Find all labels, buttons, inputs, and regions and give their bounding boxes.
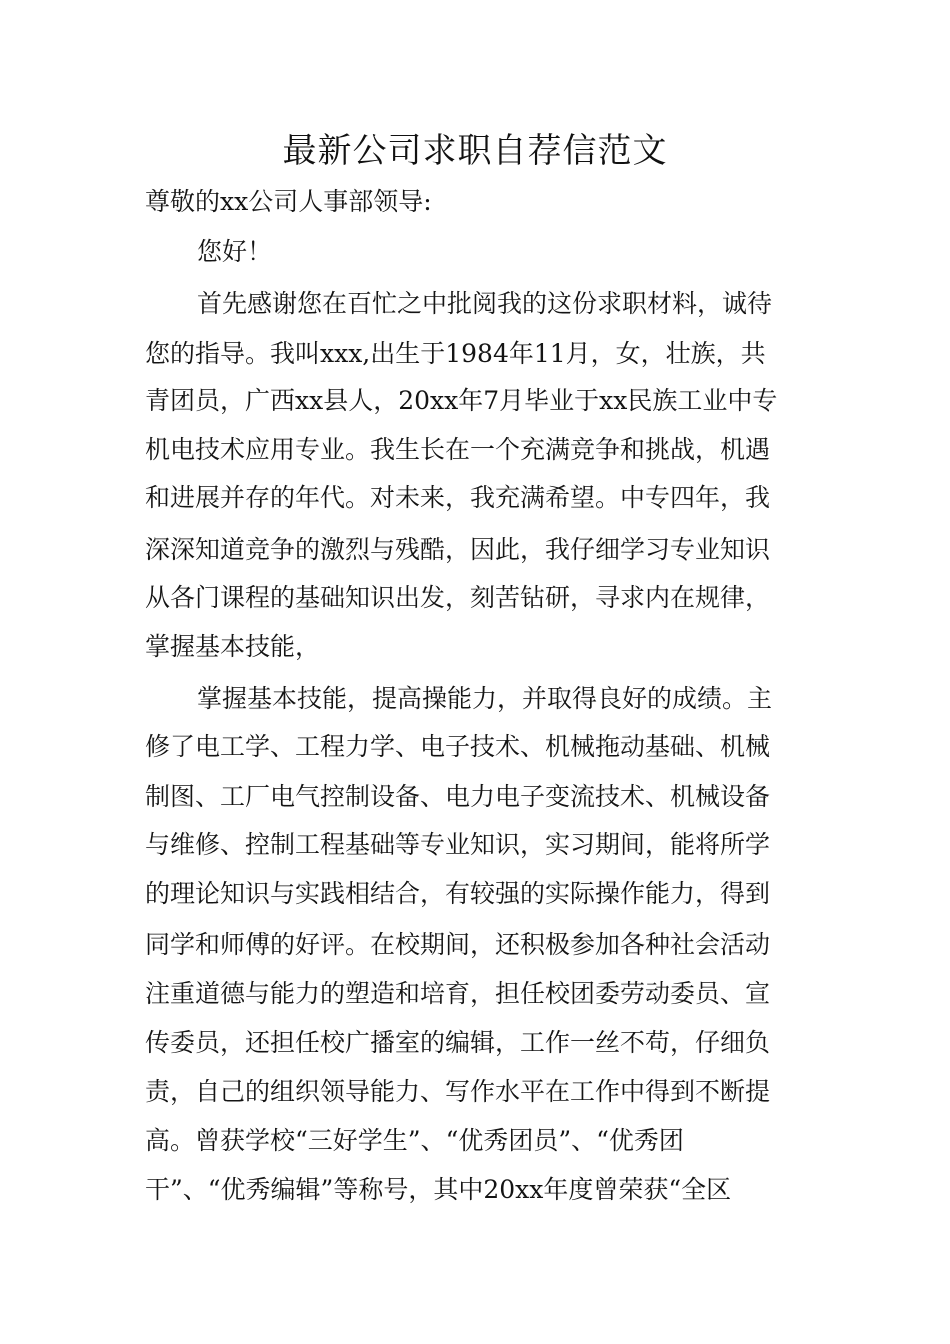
paragraph-line: 和进展并存的年代。对未来，我充满希望。中专四年，我 <box>145 483 771 512</box>
paragraph-line: 的理论知识与实践相结合，有较强的实际操作能力，得到 <box>145 879 771 908</box>
document-title: 最新公司求职自荐信范文 <box>282 131 668 171</box>
paragraph-line: 从各门课程的基础知识出发，刻苦钻研，寻求内在规律， <box>145 583 771 612</box>
paragraph-line: 首先感谢您在百忙之中批阅我的这份求职材料，诚待 <box>197 289 773 318</box>
paragraph-line: 深深知道竞争的激烈与残酷，因此，我仔细学习专业知识 <box>145 535 771 564</box>
paragraph-line: 注重道德与能力的塑造和培育，担任校团委劳动委员、宣 <box>145 979 771 1008</box>
paragraph-line: 掌握基本技能， <box>145 632 321 661</box>
paragraph-line: 机电技术应用专业。我生长在一个充满竞争和挑战，机遇 <box>145 435 771 464</box>
paragraph-line: 修了电工学、工程力学、电子技术、机械拖动基础、机械 <box>145 732 771 761</box>
paragraph-line: 掌握基本技能，提高操能力，并取得良好的成绩。主 <box>197 684 773 713</box>
paragraph-line: 干”、“优秀编辑”等称号，其中20xx年度曾荣获“全区 <box>145 1175 732 1204</box>
paragraph-line: 高。曾获学校“三好学生”、“优秀团员”、“优秀团 <box>145 1126 684 1155</box>
paragraph-line: 与维修、控制工程基础等专业知识，实习期间，能将所学 <box>145 830 771 859</box>
paragraph-line: 青团员，广西xx县人，20xx年7月毕业于xx民族工业中专 <box>145 386 778 415</box>
paragraph-line: 传委员，还担任校广播室的编辑，工作一丝不苟，仔细负 <box>145 1028 771 1057</box>
paragraph-line: 责，自己的组织领导能力、写作水平在工作中得到不断提 <box>145 1077 771 1106</box>
paragraph-line: 制图、工厂电气控制设备、电力电子变流技术、机械设备 <box>145 782 771 811</box>
greeting: 您好！ <box>197 237 273 266</box>
paragraph-line: 同学和师傅的好评。在校期间，还积极参加各种社会活动 <box>145 930 771 959</box>
paragraph-line: 您的指导。我叫xxx,出生于1984年11月，女，壮族，共 <box>145 339 766 368</box>
salutation: 尊敬的xx公司人事部领导: <box>145 187 432 216</box>
